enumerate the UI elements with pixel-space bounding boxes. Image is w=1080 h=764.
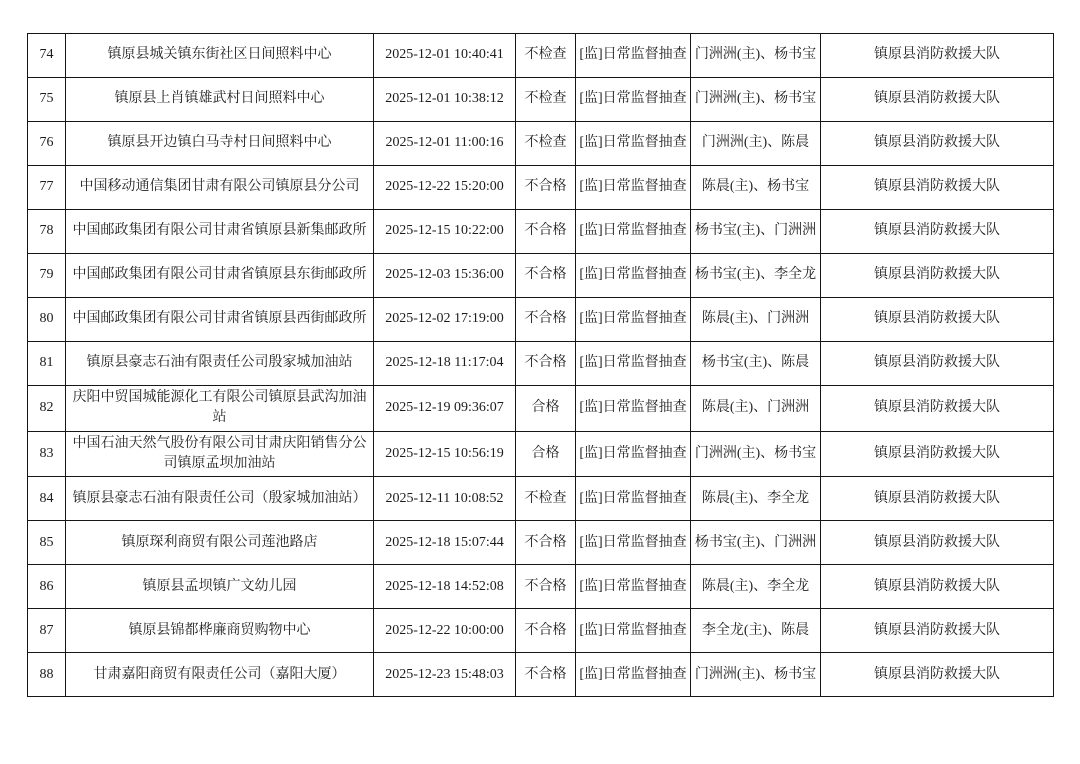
cell-inspectors: 门洲洲(主)、杨书宝 (691, 431, 821, 477)
table-row (28, 254, 1054, 298)
cell-check-result: 不合格 (516, 210, 576, 254)
cell-check-datetime: 2025-12-18 15:07:44 (374, 521, 516, 565)
cell-check-type: [监]日常监督抽查 (576, 210, 691, 254)
cell-inspection-unit: 镇原县消防救援大队 (821, 565, 1054, 609)
cell-check-result: 不检查 (516, 122, 576, 166)
table-row (28, 298, 1054, 342)
table-row (28, 122, 1054, 166)
cell-check-result: 不检查 (516, 34, 576, 78)
cell-check-type: [监]日常监督抽查 (576, 653, 691, 697)
cell-check-datetime: 2025-12-22 15:20:00 (374, 166, 516, 210)
cell-check-datetime: 2025-12-02 17:19:00 (374, 298, 516, 342)
cell-check-type: [监]日常监督抽查 (576, 521, 691, 565)
cell-inspectors: 杨书宝(主)、陈晨 (691, 342, 821, 386)
cell-organization-name: 中国石油天然气股份有限公司甘肃庆阳销售分公司镇原孟坝加油站 (66, 431, 374, 477)
cell-row-number: 83 (28, 431, 66, 477)
cell-check-datetime: 2025-12-01 10:40:41 (374, 34, 516, 78)
cell-inspectors: 门洲洲(主)、杨书宝 (691, 34, 821, 78)
cell-check-result: 不合格 (516, 521, 576, 565)
cell-inspection-unit: 镇原县消防救援大队 (821, 34, 1054, 78)
table-row (28, 609, 1054, 653)
cell-check-result: 不检查 (516, 477, 576, 521)
cell-organization-name: 镇原县上肖镇雄武村日间照料中心 (66, 78, 374, 122)
cell-check-result: 不合格 (516, 565, 576, 609)
cell-row-number: 87 (28, 609, 66, 653)
cell-inspectors: 陈晨(主)、门洲洲 (691, 386, 821, 432)
cell-inspection-unit: 镇原县消防救援大队 (821, 254, 1054, 298)
cell-inspectors: 李全龙(主)、陈晨 (691, 609, 821, 653)
cell-check-type: [监]日常监督抽查 (576, 34, 691, 78)
cell-check-type: [监]日常监督抽查 (576, 477, 691, 521)
cell-check-datetime: 2025-12-18 11:17:04 (374, 342, 516, 386)
cell-organization-name: 镇原琛利商贸有限公司莲池路店 (66, 521, 374, 565)
cell-organization-name: 镇原县豪志石油有限责任公司殷家城加油站 (66, 342, 374, 386)
cell-row-number: 86 (28, 565, 66, 609)
cell-inspectors: 门洲洲(主)、杨书宝 (691, 653, 821, 697)
cell-inspection-unit: 镇原县消防救援大队 (821, 653, 1054, 697)
cell-organization-name: 庆阳中贸国城能源化工有限公司镇原县武沟加油站 (66, 386, 374, 432)
cell-check-type: [监]日常监督抽查 (576, 609, 691, 653)
cell-inspection-unit: 镇原县消防救援大队 (821, 342, 1054, 386)
cell-check-result: 不合格 (516, 609, 576, 653)
cell-check-type: [监]日常监督抽查 (576, 298, 691, 342)
table-row (28, 431, 1054, 477)
cell-check-type: [监]日常监督抽查 (576, 166, 691, 210)
table-row (28, 386, 1054, 432)
cell-inspection-unit: 镇原县消防救援大队 (821, 386, 1054, 432)
cell-check-type: [监]日常监督抽查 (576, 342, 691, 386)
cell-row-number: 78 (28, 210, 66, 254)
cell-check-datetime: 2025-12-01 10:38:12 (374, 78, 516, 122)
cell-row-number: 84 (28, 477, 66, 521)
cell-check-result: 合格 (516, 431, 576, 477)
cell-inspection-unit: 镇原县消防救援大队 (821, 78, 1054, 122)
table-row (28, 166, 1054, 210)
cell-check-datetime: 2025-12-23 15:48:03 (374, 653, 516, 697)
cell-check-datetime: 2025-12-18 14:52:08 (374, 565, 516, 609)
cell-row-number: 76 (28, 122, 66, 166)
cell-check-result: 不合格 (516, 653, 576, 697)
cell-organization-name: 镇原县锦都桦廉商贸购物中心 (66, 609, 374, 653)
cell-inspection-unit: 镇原县消防救援大队 (821, 210, 1054, 254)
cell-inspectors: 陈晨(主)、李全龙 (691, 565, 821, 609)
cell-check-type: [监]日常监督抽查 (576, 386, 691, 432)
cell-organization-name: 甘肃嘉阳商贸有限责任公司（嘉阳大厦） (66, 653, 374, 697)
cell-check-result: 不检查 (516, 78, 576, 122)
cell-inspection-unit: 镇原县消防救援大队 (821, 609, 1054, 653)
table-row (28, 342, 1054, 386)
cell-inspectors: 陈晨(主)、门洲洲 (691, 298, 821, 342)
table-row (28, 34, 1054, 78)
cell-row-number: 82 (28, 386, 66, 432)
table-row (28, 565, 1054, 609)
cell-organization-name: 中国邮政集团有限公司甘肃省镇原县西街邮政所 (66, 298, 374, 342)
cell-check-type: [监]日常监督抽查 (576, 122, 691, 166)
cell-check-datetime: 2025-12-11 10:08:52 (374, 477, 516, 521)
cell-inspection-unit: 镇原县消防救援大队 (821, 298, 1054, 342)
cell-check-datetime: 2025-12-15 10:22:00 (374, 210, 516, 254)
cell-row-number: 88 (28, 653, 66, 697)
cell-check-datetime: 2025-12-15 10:56:19 (374, 431, 516, 477)
cell-check-type: [监]日常监督抽查 (576, 78, 691, 122)
cell-inspectors: 门洲洲(主)、杨书宝 (691, 78, 821, 122)
table-row (28, 521, 1054, 565)
cell-organization-name: 中国邮政集团有限公司甘肃省镇原县新集邮政所 (66, 210, 374, 254)
cell-inspectors: 陈晨(主)、李全龙 (691, 477, 821, 521)
cell-check-type: [监]日常监督抽查 (576, 431, 691, 477)
cell-check-type: [监]日常监督抽查 (576, 565, 691, 609)
cell-inspectors: 杨书宝(主)、门洲洲 (691, 521, 821, 565)
cell-row-number: 77 (28, 166, 66, 210)
cell-check-result: 合格 (516, 386, 576, 432)
cell-organization-name: 镇原县豪志石油有限责任公司（殷家城加油站） (66, 477, 374, 521)
cell-inspection-unit: 镇原县消防救援大队 (821, 122, 1054, 166)
cell-inspectors: 陈晨(主)、杨书宝 (691, 166, 821, 210)
cell-row-number: 75 (28, 78, 66, 122)
cell-check-datetime: 2025-12-22 10:00:00 (374, 609, 516, 653)
cell-row-number: 80 (28, 298, 66, 342)
cell-check-datetime: 2025-12-19 09:36:07 (374, 386, 516, 432)
table-row (28, 210, 1054, 254)
inspection-records-table (27, 33, 1054, 697)
inspection-table-body (28, 34, 1054, 697)
cell-check-datetime: 2025-12-03 15:36:00 (374, 254, 516, 298)
cell-organization-name: 镇原县孟坝镇广文幼儿园 (66, 565, 374, 609)
cell-organization-name: 镇原县开边镇白马寺村日间照料中心 (66, 122, 374, 166)
cell-check-result: 不合格 (516, 342, 576, 386)
cell-inspectors: 门洲洲(主)、陈晨 (691, 122, 821, 166)
cell-organization-name: 中国邮政集团有限公司甘肃省镇原县东街邮政所 (66, 254, 374, 298)
cell-row-number: 79 (28, 254, 66, 298)
cell-inspection-unit: 镇原县消防救援大队 (821, 477, 1054, 521)
cell-row-number: 81 (28, 342, 66, 386)
cell-inspectors: 杨书宝(主)、李全龙 (691, 254, 821, 298)
cell-inspectors: 杨书宝(主)、门洲洲 (691, 210, 821, 254)
cell-check-type: [监]日常监督抽查 (576, 254, 691, 298)
cell-check-datetime: 2025-12-01 11:00:16 (374, 122, 516, 166)
cell-inspection-unit: 镇原县消防救援大队 (821, 431, 1054, 477)
cell-check-result: 不合格 (516, 254, 576, 298)
cell-inspection-unit: 镇原县消防救援大队 (821, 166, 1054, 210)
cell-organization-name: 中国移动通信集团甘肃有限公司镇原县分公司 (66, 166, 374, 210)
cell-check-result: 不合格 (516, 298, 576, 342)
table-row (28, 78, 1054, 122)
cell-inspection-unit: 镇原县消防救援大队 (821, 521, 1054, 565)
table-row (28, 477, 1054, 521)
cell-row-number: 85 (28, 521, 66, 565)
cell-organization-name: 镇原县城关镇东街社区日间照料中心 (66, 34, 374, 78)
cell-row-number: 74 (28, 34, 66, 78)
table-row (28, 653, 1054, 697)
cell-check-result: 不合格 (516, 166, 576, 210)
